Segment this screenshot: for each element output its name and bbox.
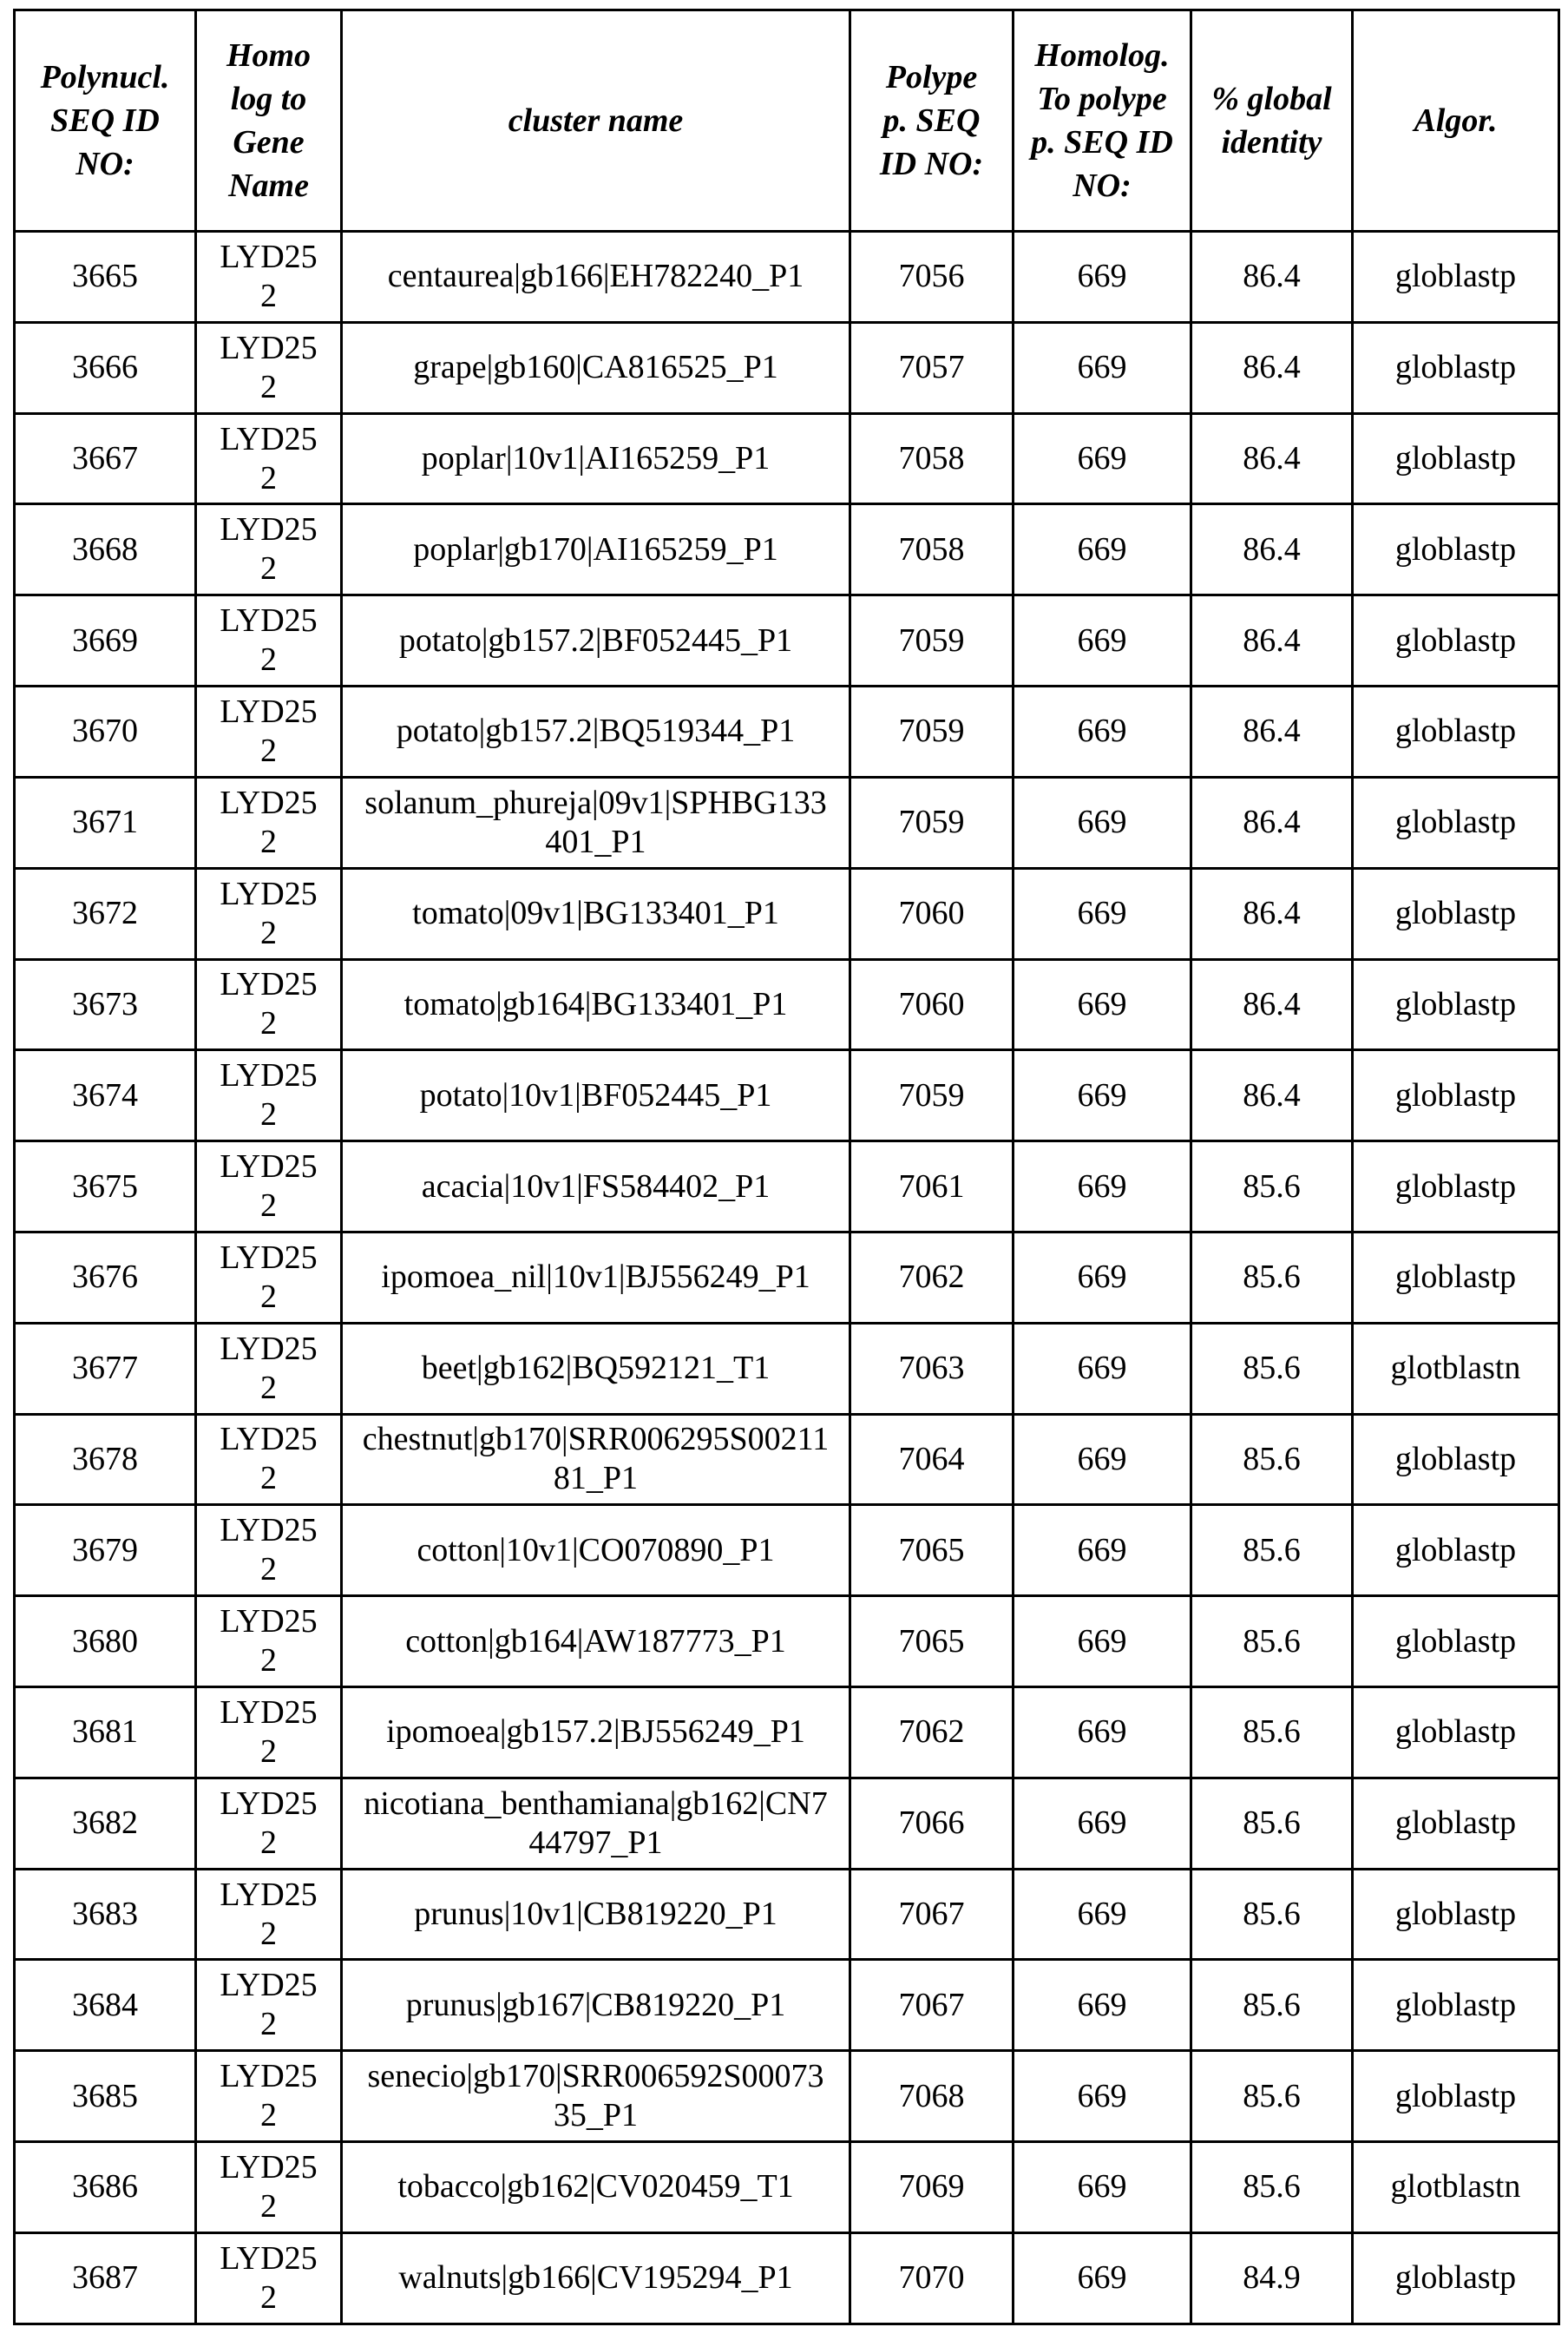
cell-cluster-name: prunus|10v1|CB819220_P1	[342, 1869, 850, 1960]
table-row	[15, 2051, 1559, 2142]
cell-gene-name: LYD252	[196, 322, 342, 413]
cell-global-identity: 84.9	[1191, 2232, 1353, 2324]
cell-polypeptide-seq-id: 7058	[850, 504, 1014, 595]
cell-algorithm: globlastp	[1353, 1232, 1559, 1323]
table-row	[15, 322, 1559, 413]
cell-algorithm: globlastp	[1353, 959, 1559, 1050]
header-global-identity: % global identity	[1191, 10, 1353, 232]
cell-gene-name: LYD252	[196, 777, 342, 868]
cell-polypeptide-seq-id: 7060	[850, 959, 1014, 1050]
cell-polynucleotide-seq-id: 3666	[15, 322, 196, 413]
cell-cluster-name: ipomoea_nil|10v1|BJ556249_P1	[342, 1232, 850, 1323]
cell-gene-name: LYD252	[196, 1141, 342, 1233]
header-homolog-polypeptide-seq-id: Homolog. To polypep. SEQ ID NO:	[1014, 10, 1191, 232]
cell-cluster-name: centaurea|gb166|EH782240_P1	[342, 232, 850, 323]
cell-polypeptide-seq-id: 7063	[850, 1323, 1014, 1414]
cell-homolog-polypeptide-seq-id: 669	[1014, 1414, 1191, 1505]
table-row	[15, 1232, 1559, 1323]
cell-homolog-polypeptide-seq-id: 669	[1014, 1232, 1191, 1323]
cell-gene-name: LYD252	[196, 1778, 342, 1869]
cell-cluster-name: grape|gb160|CA816525_P1	[342, 322, 850, 413]
table-row	[15, 595, 1559, 687]
table-row	[15, 2232, 1559, 2324]
cell-algorithm: globlastp	[1353, 2232, 1559, 2324]
cell-cluster-name: poplar|10v1|AI165259_P1	[342, 413, 850, 504]
table-row	[15, 1960, 1559, 2051]
cell-polypeptide-seq-id: 7062	[850, 1687, 1014, 1778]
cell-polypeptide-seq-id: 7069	[850, 2142, 1014, 2233]
cell-algorithm: globlastp	[1353, 2051, 1559, 2142]
cell-gene-name: LYD252	[196, 1596, 342, 1687]
cell-cluster-name: tobacco|gb162|CV020459_T1	[342, 2142, 850, 2233]
cell-homolog-polypeptide-seq-id: 669	[1014, 868, 1191, 959]
cell-polypeptide-seq-id: 7066	[850, 1778, 1014, 1869]
cell-polynucleotide-seq-id: 3676	[15, 1232, 196, 1323]
cell-cluster-name: walnuts|gb166|CV195294_P1	[342, 2232, 850, 2324]
cell-algorithm: globlastp	[1353, 1869, 1559, 1960]
cell-polypeptide-seq-id: 7067	[850, 1960, 1014, 2051]
cell-algorithm: glotblastn	[1353, 1323, 1559, 1414]
cell-global-identity: 86.4	[1191, 322, 1353, 413]
cell-global-identity: 85.6	[1191, 1323, 1353, 1414]
cell-gene-name: LYD252	[196, 868, 342, 959]
cell-global-identity: 86.4	[1191, 687, 1353, 778]
cell-global-identity: 85.6	[1191, 1141, 1353, 1233]
table-row	[15, 413, 1559, 504]
cell-polynucleotide-seq-id: 3669	[15, 595, 196, 687]
table-body	[15, 232, 1559, 2324]
table-row	[15, 504, 1559, 595]
cell-algorithm: globlastp	[1353, 322, 1559, 413]
cell-homolog-polypeptide-seq-id: 669	[1014, 687, 1191, 778]
cell-polynucleotide-seq-id: 3681	[15, 1687, 196, 1778]
cell-algorithm: globlastp	[1353, 1505, 1559, 1596]
cell-gene-name: LYD252	[196, 1414, 342, 1505]
cell-gene-name: LYD252	[196, 959, 342, 1050]
cell-algorithm: globlastp	[1353, 1596, 1559, 1687]
cell-global-identity: 85.6	[1191, 2051, 1353, 2142]
cell-homolog-polypeptide-seq-id: 669	[1014, 1141, 1191, 1233]
table-row	[15, 232, 1559, 323]
cell-polynucleotide-seq-id: 3672	[15, 868, 196, 959]
cell-polypeptide-seq-id: 7070	[850, 2232, 1014, 2324]
table-row	[15, 1414, 1559, 1505]
cell-algorithm: globlastp	[1353, 1687, 1559, 1778]
cell-homolog-polypeptide-seq-id: 669	[1014, 232, 1191, 323]
cell-global-identity: 85.6	[1191, 1505, 1353, 1596]
cell-polypeptide-seq-id: 7057	[850, 322, 1014, 413]
cell-polypeptide-seq-id: 7058	[850, 413, 1014, 504]
cell-algorithm: globlastp	[1353, 504, 1559, 595]
cell-gene-name: LYD252	[196, 1232, 342, 1323]
cell-polypeptide-seq-id: 7061	[850, 1141, 1014, 1233]
cell-algorithm: globlastp	[1353, 1141, 1559, 1233]
cell-polypeptide-seq-id: 7062	[850, 1232, 1014, 1323]
cell-polypeptide-seq-id: 7065	[850, 1596, 1014, 1687]
cell-polynucleotide-seq-id: 3679	[15, 1505, 196, 1596]
cell-algorithm: globlastp	[1353, 1960, 1559, 2051]
cell-global-identity: 85.6	[1191, 2142, 1353, 2233]
cell-polynucleotide-seq-id: 3673	[15, 959, 196, 1050]
cell-gene-name: LYD252	[196, 1687, 342, 1778]
cell-polypeptide-seq-id: 7065	[850, 1505, 1014, 1596]
cell-gene-name: LYD252	[196, 413, 342, 504]
cell-cluster-name: ipomoea|gb157.2|BJ556249_P1	[342, 1687, 850, 1778]
cell-polynucleotide-seq-id: 3674	[15, 1050, 196, 1141]
table-row	[15, 868, 1559, 959]
table-row	[15, 777, 1559, 868]
cell-algorithm: globlastp	[1353, 232, 1559, 323]
cell-gene-name: LYD252	[196, 687, 342, 778]
cell-gene-name: LYD252	[196, 2142, 342, 2233]
cell-global-identity: 86.4	[1191, 959, 1353, 1050]
cell-polynucleotide-seq-id: 3667	[15, 413, 196, 504]
cell-polynucleotide-seq-id: 3677	[15, 1323, 196, 1414]
cell-algorithm: globlastp	[1353, 1414, 1559, 1505]
header-algorithm: Algor.	[1353, 10, 1559, 232]
cell-homolog-polypeptide-seq-id: 669	[1014, 2142, 1191, 2233]
cell-gene-name: LYD252	[196, 1505, 342, 1596]
cell-global-identity: 86.4	[1191, 413, 1353, 504]
table-row	[15, 1869, 1559, 1960]
cell-cluster-name: senecio|gb170|SRR006592S0007335_P1	[342, 2051, 850, 2142]
cell-algorithm: globlastp	[1353, 413, 1559, 504]
cell-gene-name: LYD252	[196, 1323, 342, 1414]
cell-polynucleotide-seq-id: 3670	[15, 687, 196, 778]
cell-polynucleotide-seq-id: 3683	[15, 1869, 196, 1960]
cell-homolog-polypeptide-seq-id: 669	[1014, 1778, 1191, 1869]
cell-cluster-name: nicotiana_benthamiana|gb162|CN744797_P1	[342, 1778, 850, 1869]
cell-cluster-name: acacia|10v1|FS584402_P1	[342, 1141, 850, 1233]
cell-homolog-polypeptide-seq-id: 669	[1014, 1323, 1191, 1414]
header-cluster-name: cluster name	[342, 10, 850, 232]
cell-gene-name: LYD252	[196, 1050, 342, 1141]
cell-polynucleotide-seq-id: 3675	[15, 1141, 196, 1233]
cell-cluster-name: tomato|gb164|BG133401_P1	[342, 959, 850, 1050]
cell-global-identity: 85.6	[1191, 1778, 1353, 1869]
table-row	[15, 1505, 1559, 1596]
table-row	[15, 959, 1559, 1050]
cell-cluster-name: cotton|gb164|AW187773_P1	[342, 1596, 850, 1687]
cell-cluster-name: potato|10v1|BF052445_P1	[342, 1050, 850, 1141]
cell-polynucleotide-seq-id: 3685	[15, 2051, 196, 2142]
table-row	[15, 1323, 1559, 1414]
cell-global-identity: 86.4	[1191, 868, 1353, 959]
cell-homolog-polypeptide-seq-id: 669	[1014, 1960, 1191, 2051]
cell-homolog-polypeptide-seq-id: 669	[1014, 1687, 1191, 1778]
cell-homolog-polypeptide-seq-id: 669	[1014, 959, 1191, 1050]
cell-polypeptide-seq-id: 7068	[850, 2051, 1014, 2142]
cell-global-identity: 86.4	[1191, 595, 1353, 687]
cell-gene-name: LYD252	[196, 1960, 342, 2051]
cell-algorithm: globlastp	[1353, 1778, 1559, 1869]
cell-homolog-polypeptide-seq-id: 669	[1014, 504, 1191, 595]
homolog-table	[13, 9, 1560, 2325]
cell-cluster-name: solanum_phureja|09v1|SPHBG133401_P1	[342, 777, 850, 868]
cell-global-identity: 85.6	[1191, 1232, 1353, 1323]
cell-homolog-polypeptide-seq-id: 669	[1014, 322, 1191, 413]
cell-polypeptide-seq-id: 7064	[850, 1414, 1014, 1505]
cell-global-identity: 85.6	[1191, 1869, 1353, 1960]
cell-polynucleotide-seq-id: 3671	[15, 777, 196, 868]
cell-global-identity: 85.6	[1191, 1687, 1353, 1778]
cell-algorithm: globlastp	[1353, 595, 1559, 687]
cell-gene-name: LYD252	[196, 595, 342, 687]
cell-homolog-polypeptide-seq-id: 669	[1014, 1596, 1191, 1687]
cell-global-identity: 86.4	[1191, 777, 1353, 868]
table-row	[15, 1778, 1559, 1869]
header-row	[15, 10, 1559, 232]
cell-polypeptide-seq-id: 7056	[850, 232, 1014, 323]
cell-polypeptide-seq-id: 7059	[850, 1050, 1014, 1141]
table-row	[15, 1141, 1559, 1233]
cell-algorithm: globlastp	[1353, 868, 1559, 959]
table-row	[15, 687, 1559, 778]
cell-polynucleotide-seq-id: 3678	[15, 1414, 196, 1505]
cell-polynucleotide-seq-id: 3668	[15, 504, 196, 595]
cell-cluster-name: chestnut|gb170|SRR006295S0021181_P1	[342, 1414, 850, 1505]
cell-gene-name: LYD252	[196, 1869, 342, 1960]
cell-algorithm: globlastp	[1353, 1050, 1559, 1141]
cell-polynucleotide-seq-id: 3687	[15, 2232, 196, 2324]
cell-homolog-polypeptide-seq-id: 669	[1014, 1505, 1191, 1596]
cell-homolog-polypeptide-seq-id: 669	[1014, 2051, 1191, 2142]
cell-cluster-name: prunus|gb167|CB819220_P1	[342, 1960, 850, 2051]
cell-polypeptide-seq-id: 7059	[850, 595, 1014, 687]
header-polynucleotide-seq-id: Polynucl. SEQ ID NO:	[15, 10, 196, 232]
header-polypeptide-seq-id: Polypep. SEQ ID NO:	[850, 10, 1014, 232]
cell-algorithm: glotblastn	[1353, 2142, 1559, 2233]
table-row	[15, 1050, 1559, 1141]
cell-cluster-name: poplar|gb170|AI165259_P1	[342, 504, 850, 595]
cell-homolog-polypeptide-seq-id: 669	[1014, 777, 1191, 868]
cell-cluster-name: potato|gb157.2|BQ519344_P1	[342, 687, 850, 778]
cell-cluster-name: potato|gb157.2|BF052445_P1	[342, 595, 850, 687]
cell-cluster-name: tomato|09v1|BG133401_P1	[342, 868, 850, 959]
cell-homolog-polypeptide-seq-id: 669	[1014, 413, 1191, 504]
cell-polynucleotide-seq-id: 3684	[15, 1960, 196, 2051]
cell-polynucleotide-seq-id: 3686	[15, 2142, 196, 2233]
cell-polypeptide-seq-id: 7060	[850, 868, 1014, 959]
cell-global-identity: 85.6	[1191, 1960, 1353, 2051]
cell-homolog-polypeptide-seq-id: 669	[1014, 1050, 1191, 1141]
cell-homolog-polypeptide-seq-id: 669	[1014, 1869, 1191, 1960]
cell-global-identity: 86.4	[1191, 504, 1353, 595]
cell-polynucleotide-seq-id: 3665	[15, 232, 196, 323]
cell-polynucleotide-seq-id: 3680	[15, 1596, 196, 1687]
cell-algorithm: globlastp	[1353, 687, 1559, 778]
cell-cluster-name: beet|gb162|BQ592121_T1	[342, 1323, 850, 1414]
header-homolog-gene-name: Homolog to Gene Name	[196, 10, 342, 232]
cell-cluster-name: cotton|10v1|CO070890_P1	[342, 1505, 850, 1596]
cell-polypeptide-seq-id: 7059	[850, 777, 1014, 868]
cell-global-identity: 85.6	[1191, 1596, 1353, 1687]
cell-gene-name: LYD252	[196, 504, 342, 595]
cell-algorithm: globlastp	[1353, 777, 1559, 868]
cell-polynucleotide-seq-id: 3682	[15, 1778, 196, 1869]
cell-gene-name: LYD252	[196, 2232, 342, 2324]
cell-global-identity: 86.4	[1191, 232, 1353, 323]
cell-global-identity: 85.6	[1191, 1414, 1353, 1505]
table-row	[15, 1596, 1559, 1687]
table-row	[15, 2142, 1559, 2233]
cell-polypeptide-seq-id: 7059	[850, 687, 1014, 778]
cell-global-identity: 86.4	[1191, 1050, 1353, 1141]
table-row	[15, 1687, 1559, 1778]
cell-homolog-polypeptide-seq-id: 669	[1014, 595, 1191, 687]
cell-gene-name: LYD252	[196, 2051, 342, 2142]
cell-gene-name: LYD252	[196, 232, 342, 323]
cell-polypeptide-seq-id: 7067	[850, 1869, 1014, 1960]
cell-homolog-polypeptide-seq-id: 669	[1014, 2232, 1191, 2324]
